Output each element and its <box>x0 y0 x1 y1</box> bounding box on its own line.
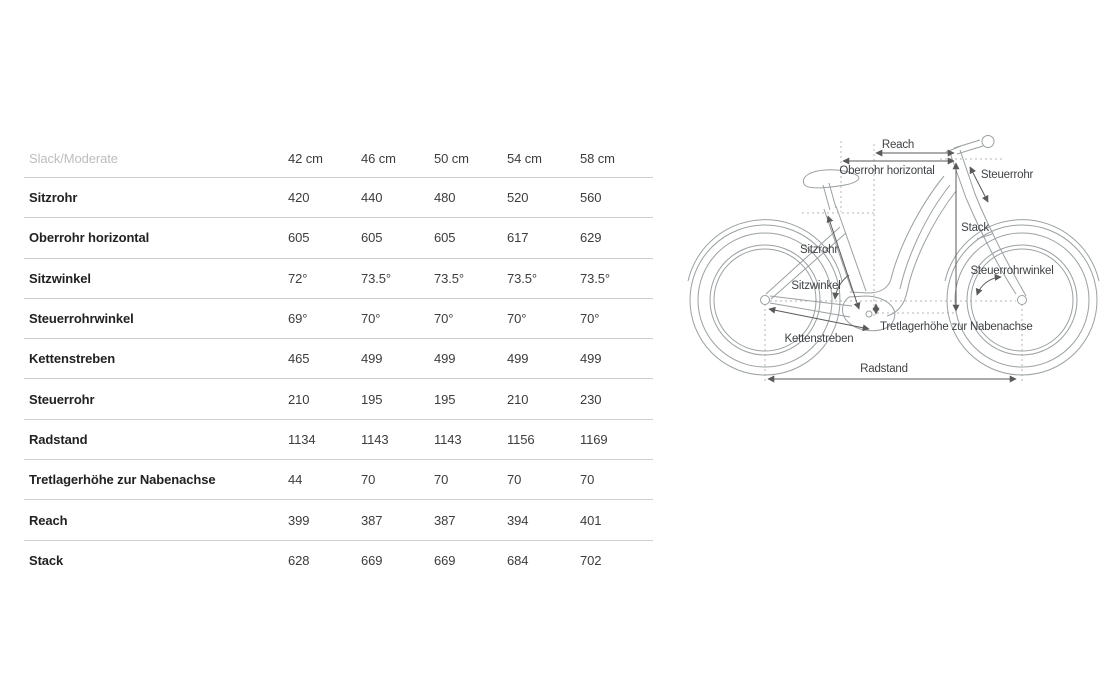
cell-value: 70 <box>434 472 449 488</box>
table-title: Slack/Moderate <box>29 151 118 166</box>
cell-value: 1143 <box>361 431 389 447</box>
sitzrohr-label: Sitzrohr <box>799 244 839 256</box>
head-tube <box>946 146 975 198</box>
cell-value: 70° <box>580 311 600 327</box>
stack-label: Stack <box>961 222 989 234</box>
cell-value: 499 <box>580 351 602 367</box>
cell-value: 605 <box>288 230 310 246</box>
cell-value: 210 <box>507 391 529 407</box>
cell-value: 605 <box>434 230 456 246</box>
cell-value: 702 <box>580 552 602 568</box>
cell-value: 629 <box>580 230 602 246</box>
column-header-50cm: 50 cm <box>434 151 469 166</box>
column-header-42cm: 42 cm <box>288 151 323 166</box>
rear-wheel <box>688 220 842 375</box>
table-row <box>24 218 653 258</box>
cell-value: 70 <box>361 472 376 488</box>
column-header-58cm: 58 cm <box>580 151 615 166</box>
tretlagerhoehe-label: Tretlagerhöhe zur Nabenachse <box>880 321 1033 333</box>
front-tire-inner <box>955 233 1089 367</box>
cell-value: 499 <box>361 351 383 367</box>
kettenstreben-label: Kettenstreben <box>784 333 854 345</box>
cell-value: 605 <box>361 230 383 246</box>
handlebar-grip <box>982 136 994 148</box>
table-row <box>24 339 653 379</box>
table-header-row <box>24 140 653 178</box>
cell-value: 465 <box>288 351 310 367</box>
cell-value: 73.5° <box>507 270 538 286</box>
cell-value: 669 <box>361 552 383 568</box>
sitzwinkel-label: Sitzwinkel <box>791 280 841 292</box>
table-row <box>24 299 653 339</box>
cell-value: 420 <box>288 190 310 206</box>
cell-value: 69° <box>288 311 308 327</box>
cell-value: 520 <box>507 190 529 206</box>
cell-value: 394 <box>507 512 529 528</box>
row-label: Tretlagerhöhe zur Nabenachse <box>29 472 216 488</box>
row-label: Steuerrohr <box>29 391 95 407</box>
cell-value: 70° <box>434 311 454 327</box>
oberrohr-horizontal-label: Oberrohr horizontal <box>839 165 935 177</box>
cell-value: 210 <box>288 391 310 407</box>
cell-value: 399 <box>288 512 310 528</box>
front-tire-outer <box>947 225 1097 375</box>
row-label: Reach <box>29 512 68 528</box>
table-row <box>24 500 653 540</box>
cell-value: 1134 <box>288 431 316 447</box>
dimension-labels <box>784 139 1053 375</box>
table-row <box>24 178 653 218</box>
column-header-46cm: 46 cm <box>361 151 396 166</box>
geometry-table <box>24 140 653 580</box>
column-header-54cm: 54 cm <box>507 151 542 166</box>
cell-value: 230 <box>580 391 602 407</box>
steuerrohrwinkel-label: Steuerrohrwinkel <box>970 265 1054 277</box>
row-label: Radstand <box>29 431 88 447</box>
battery-seam <box>900 185 950 289</box>
table-row <box>24 541 653 580</box>
row-label: Kettenstreben <box>29 351 116 367</box>
cell-value: 73.5° <box>361 270 392 286</box>
reach-label: Reach <box>881 139 915 151</box>
cell-value: 617 <box>507 230 529 246</box>
front-hub <box>1018 296 1027 305</box>
cell-value: 387 <box>361 512 383 528</box>
cell-value: 440 <box>361 190 383 206</box>
row-label: Oberrohr horizontal <box>29 230 150 246</box>
cell-value: 70 <box>507 472 522 488</box>
cell-value: 73.5° <box>434 270 465 286</box>
front-rim-outer <box>967 245 1077 355</box>
row-label: Steuerrohrwinkel <box>29 311 134 327</box>
steuerrohr-label: Steuerrohr <box>980 169 1034 181</box>
cell-value: 72° <box>288 270 308 286</box>
row-label: Stack <box>29 552 64 568</box>
row-label: Sitzrohr <box>29 190 78 206</box>
stem <box>954 140 983 154</box>
cell-value: 70° <box>361 311 381 327</box>
bike-geometry-diagram <box>680 120 1119 390</box>
table-row <box>24 420 653 460</box>
table-row <box>24 259 653 299</box>
radstand-label: Radstand <box>860 363 908 375</box>
cell-value: 195 <box>361 391 383 407</box>
cell-value: 70° <box>507 311 527 327</box>
cell-value: 70 <box>580 472 595 488</box>
table-row <box>24 460 653 500</box>
cell-value: 499 <box>434 351 456 367</box>
crank-axle <box>866 311 872 317</box>
cell-value: 73.5° <box>580 270 611 286</box>
cell-value: 195 <box>434 391 456 407</box>
cell-value: 1156 <box>507 431 535 447</box>
sitzrohr-arrow <box>828 216 859 309</box>
row-label: Sitzwinkel <box>29 270 91 286</box>
cell-value: 669 <box>434 552 456 568</box>
cell-value: 1143 <box>434 431 462 447</box>
table-row <box>24 379 653 419</box>
cell-value: 401 <box>580 512 602 528</box>
cell-value: 480 <box>434 190 456 206</box>
cell-value: 560 <box>580 190 602 206</box>
cell-value: 684 <box>507 552 529 568</box>
steuerrohrwinkel-arc <box>977 277 1001 295</box>
cell-value: 1169 <box>580 431 608 447</box>
down-tube <box>850 176 956 316</box>
front-wheel <box>945 220 1099 375</box>
cell-value: 44 <box>288 472 303 488</box>
rear-hub <box>761 296 770 305</box>
cell-value: 628 <box>288 552 310 568</box>
cell-value: 387 <box>434 512 456 528</box>
cell-value: 499 <box>507 351 529 367</box>
